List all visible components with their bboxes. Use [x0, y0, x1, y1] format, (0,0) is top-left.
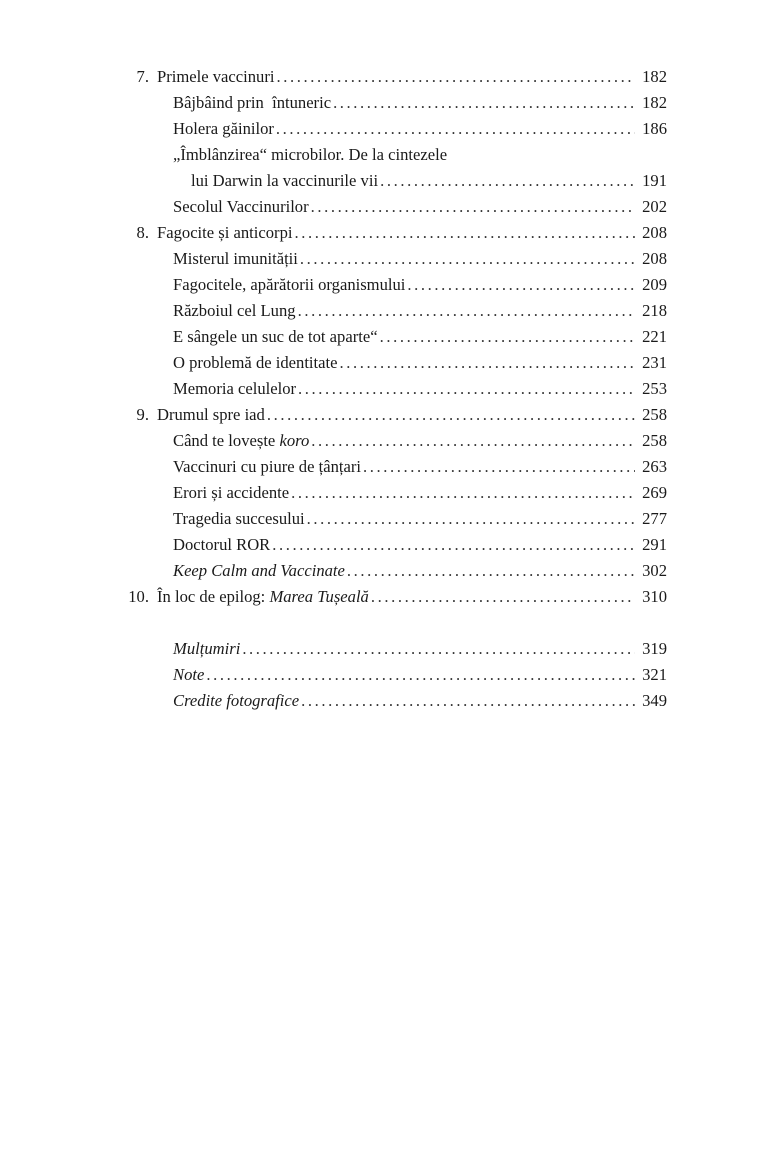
table-of-contents — [0, 64, 781, 714]
toc-section — [0, 480, 781, 506]
dot-leader — [298, 298, 635, 324]
page-number: 258 — [642, 431, 667, 450]
toc-section-line-2 — [0, 168, 781, 194]
page-number: 208 — [642, 223, 667, 242]
page-number: 208 — [642, 249, 667, 268]
section-title: Vaccinuri cu piure de țânțari — [173, 457, 361, 476]
back-matter-title: Credite fotografice — [173, 691, 300, 710]
dot-leader — [363, 454, 635, 480]
section-title: Holera găinilor — [173, 119, 274, 138]
page-number: 182 — [642, 67, 667, 86]
dot-leader — [301, 688, 635, 714]
page-number: 253 — [642, 379, 667, 398]
page-number: 302 — [642, 561, 667, 580]
section-title: lui Darwin la vaccinurile vii — [191, 171, 379, 190]
chapter-title: Fagocite și anticorpi — [157, 223, 293, 242]
page-number: 263 — [642, 457, 667, 476]
dot-leader — [371, 584, 635, 610]
toc-section — [0, 324, 781, 350]
section-title: Bâjbâind prin întuneric — [173, 93, 332, 112]
chapter-title-roman: În loc de epilog: — [157, 587, 270, 606]
toc-chapter-8 — [0, 220, 781, 246]
chapter-title: Primele vaccinuri — [157, 67, 275, 86]
back-matter-title: Mulțumiri — [173, 639, 241, 658]
dot-leader — [407, 272, 635, 298]
section-title: Memoria celulelor — [173, 379, 297, 398]
page-number: 186 — [642, 119, 667, 138]
chapter-number: 9. — [136, 405, 149, 424]
section-title: Fagocitele, apărătorii organismului — [173, 275, 406, 294]
dot-leader — [311, 428, 635, 454]
dot-leader — [311, 194, 635, 220]
page-number: 218 — [642, 301, 667, 320]
chapter-title — [157, 584, 369, 610]
page-number: 209 — [642, 275, 667, 294]
toc-section — [0, 558, 781, 584]
section-title: „Îmblânzirea“ microbilor. De la cintezele — [173, 145, 448, 164]
chapter-title: Drumul spre iad — [157, 405, 265, 424]
dot-leader — [277, 64, 636, 90]
dot-leader — [272, 532, 635, 558]
dot-leader — [298, 376, 635, 402]
page-number: 321 — [642, 665, 667, 684]
page-number: 291 — [642, 535, 667, 554]
section-title: Doctorul ROR — [173, 535, 271, 554]
section-title: Războiul cel Lung — [173, 301, 296, 320]
toc-back-matter — [0, 636, 781, 662]
chapter-number: 10. — [128, 587, 149, 606]
section-title: E sângele un suc de tot aparte“ — [173, 327, 378, 346]
dot-leader — [206, 662, 635, 688]
section-title: Tragedia succesului — [173, 509, 305, 528]
page-number: 221 — [642, 327, 667, 346]
dot-leader — [333, 90, 635, 116]
dot-leader — [340, 350, 636, 376]
dot-leader — [276, 116, 635, 142]
section-title: Misterul imunității — [173, 249, 298, 268]
section-title: Secolul Vaccinurilor — [173, 197, 309, 216]
toc-chapter-10 — [0, 584, 781, 610]
section-title: Erori și accidente — [173, 483, 290, 502]
toc-section — [0, 454, 781, 480]
page-number: 277 — [642, 509, 667, 528]
toc-section — [0, 116, 781, 142]
chapter-number: 7. — [136, 67, 149, 86]
dot-leader — [300, 246, 635, 272]
toc-section — [0, 272, 781, 298]
section-title-italic: koro — [279, 431, 310, 450]
dot-leader — [291, 480, 635, 506]
toc-chapter-9 — [0, 402, 781, 428]
toc-section — [0, 428, 781, 454]
toc-chapter-7 — [0, 64, 781, 90]
page-number: 182 — [642, 93, 667, 112]
dot-leader — [380, 168, 635, 194]
toc-section-line-1 — [0, 142, 781, 168]
page-number: 202 — [642, 197, 667, 216]
dot-leader — [347, 558, 635, 584]
section-title-roman: Când te lovește — [173, 431, 280, 450]
page-number: 310 — [642, 587, 667, 606]
section-title: Keep Calm and Vaccinate — [173, 561, 345, 580]
page-number: 269 — [642, 483, 667, 502]
toc-section — [0, 90, 781, 116]
section-title: O problemă de identitate — [173, 353, 338, 372]
dot-leader — [380, 324, 635, 350]
chapter-title-italic: Marea Tușeală — [269, 587, 369, 606]
toc-section — [0, 350, 781, 376]
dot-leader — [242, 636, 635, 662]
dot-leader — [267, 402, 635, 428]
page-number: 231 — [642, 353, 667, 372]
dot-leader — [307, 506, 635, 532]
page-number: 349 — [642, 691, 667, 710]
toc-section — [0, 506, 781, 532]
toc-section — [0, 376, 781, 402]
back-matter-title: Note — [173, 665, 205, 684]
toc-section — [0, 298, 781, 324]
section-title — [173, 428, 309, 454]
toc-section — [0, 194, 781, 220]
toc-section — [0, 532, 781, 558]
toc-section — [0, 246, 781, 272]
toc-back-matter — [0, 662, 781, 688]
page-number: 258 — [642, 405, 667, 424]
page-number: 319 — [642, 639, 667, 658]
toc-back-matter — [0, 688, 781, 714]
dot-leader — [294, 220, 635, 246]
chapter-number: 8. — [136, 223, 149, 242]
page-number: 191 — [642, 171, 667, 190]
